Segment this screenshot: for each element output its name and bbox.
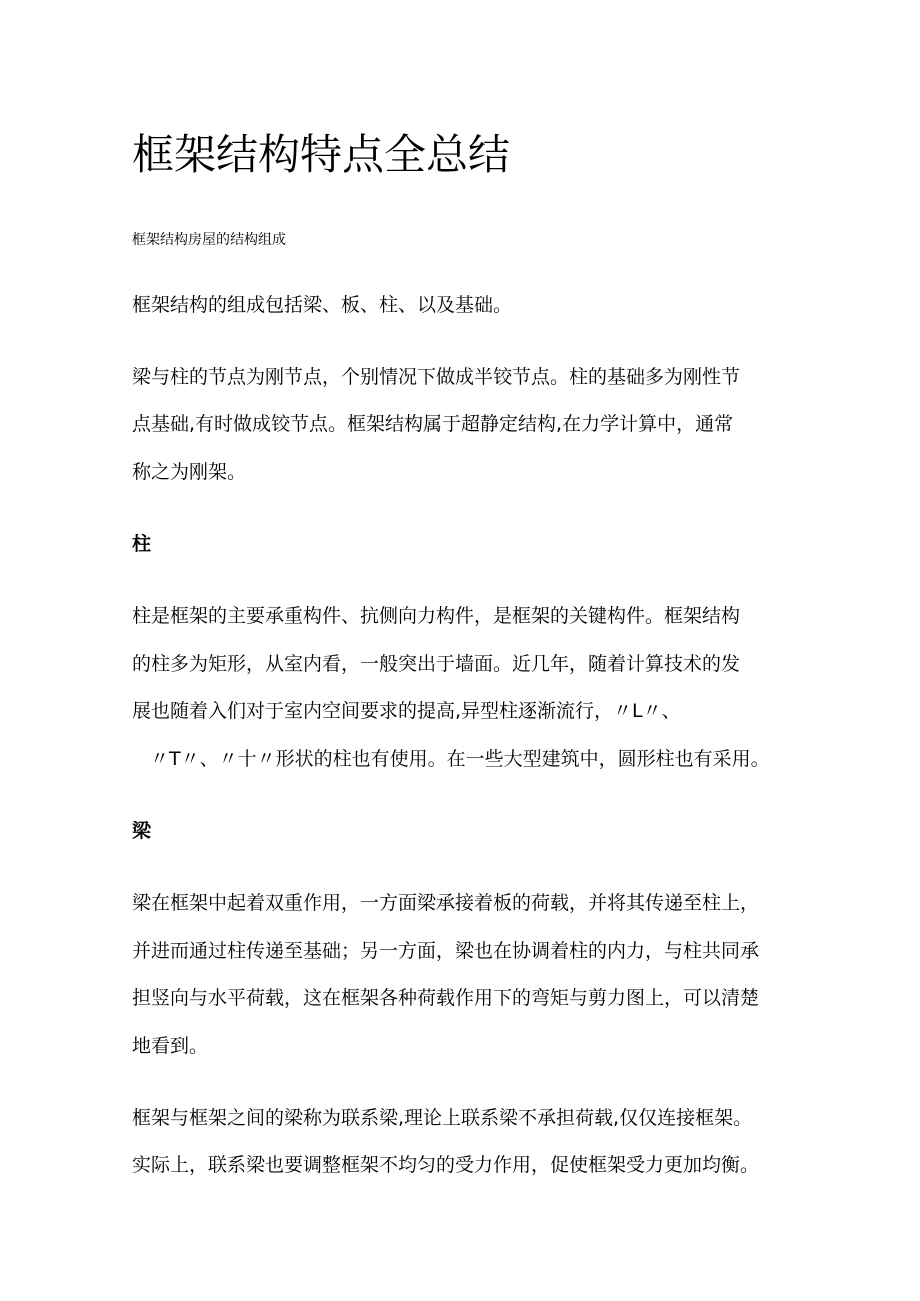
document-subtitle: 框架结构房屋的结构组成 [132, 232, 286, 248]
paragraph-beam-line: 梁在框架中起着双重作用，一方面梁承接着板的荷载，并将其传递至柱上， [132, 892, 760, 914]
paragraph-composition: 框架结构的组成包括梁、板、柱、以及基础。 [132, 294, 513, 316]
paragraph-tie-beam-line: 框架与框架之间的梁称为联系梁,理论上联系梁不承担荷载,仅仅连接框架。 [132, 1107, 753, 1129]
paragraph-column-line: 〃T〃、〃十〃形状的柱也有使用。在一些大型建筑中，圆形柱也有采用。 [150, 748, 770, 770]
paragraph-beam-line: 担竖向与水平荷载，这在框架各种荷载作用下的弯矩与剪力图上，可以清楚 [132, 987, 760, 1009]
paragraph-joints-line: 梁与柱的节点为刚节点，个别情况下做成半铰节点。柱的基础多为刚性节 [132, 366, 741, 388]
heading-beam: 梁 [132, 820, 152, 842]
paragraph-joints-line: 称之为刚架。 [132, 461, 247, 483]
paragraph-column-line: 展也随着入们对于室内空间要求的提高,异型柱逐渐流行，〃L〃、 [132, 700, 681, 722]
paragraph-beam-line: 并进而通过柱传递至基础；另一方面，梁也在协调着柱的内力，与柱共同承 [132, 940, 760, 962]
paragraph-column-line: 柱是框架的主要承重构件、抗侧向力构件，是框架的关键构件。框架结构 [132, 605, 741, 627]
paragraph-beam-line: 地看到。 [132, 1035, 209, 1057]
document-title: 框架结构特点全总结 [132, 130, 511, 179]
paragraph-tie-beam-line: 实际上，联系梁也要调整框架不均匀的受力作用，促使框架受力更加均衡。 [132, 1154, 760, 1176]
heading-column: 柱 [132, 533, 152, 555]
paragraph-joints-line: 点基础,有时做成铰节点。框架结构属于超静定结构,在力学计算中，通常 [132, 413, 734, 435]
paragraph-column-line: 的柱多为矩形，从室内看，一般突出于墙面。近几年，随着计算技术的发 [132, 653, 741, 675]
